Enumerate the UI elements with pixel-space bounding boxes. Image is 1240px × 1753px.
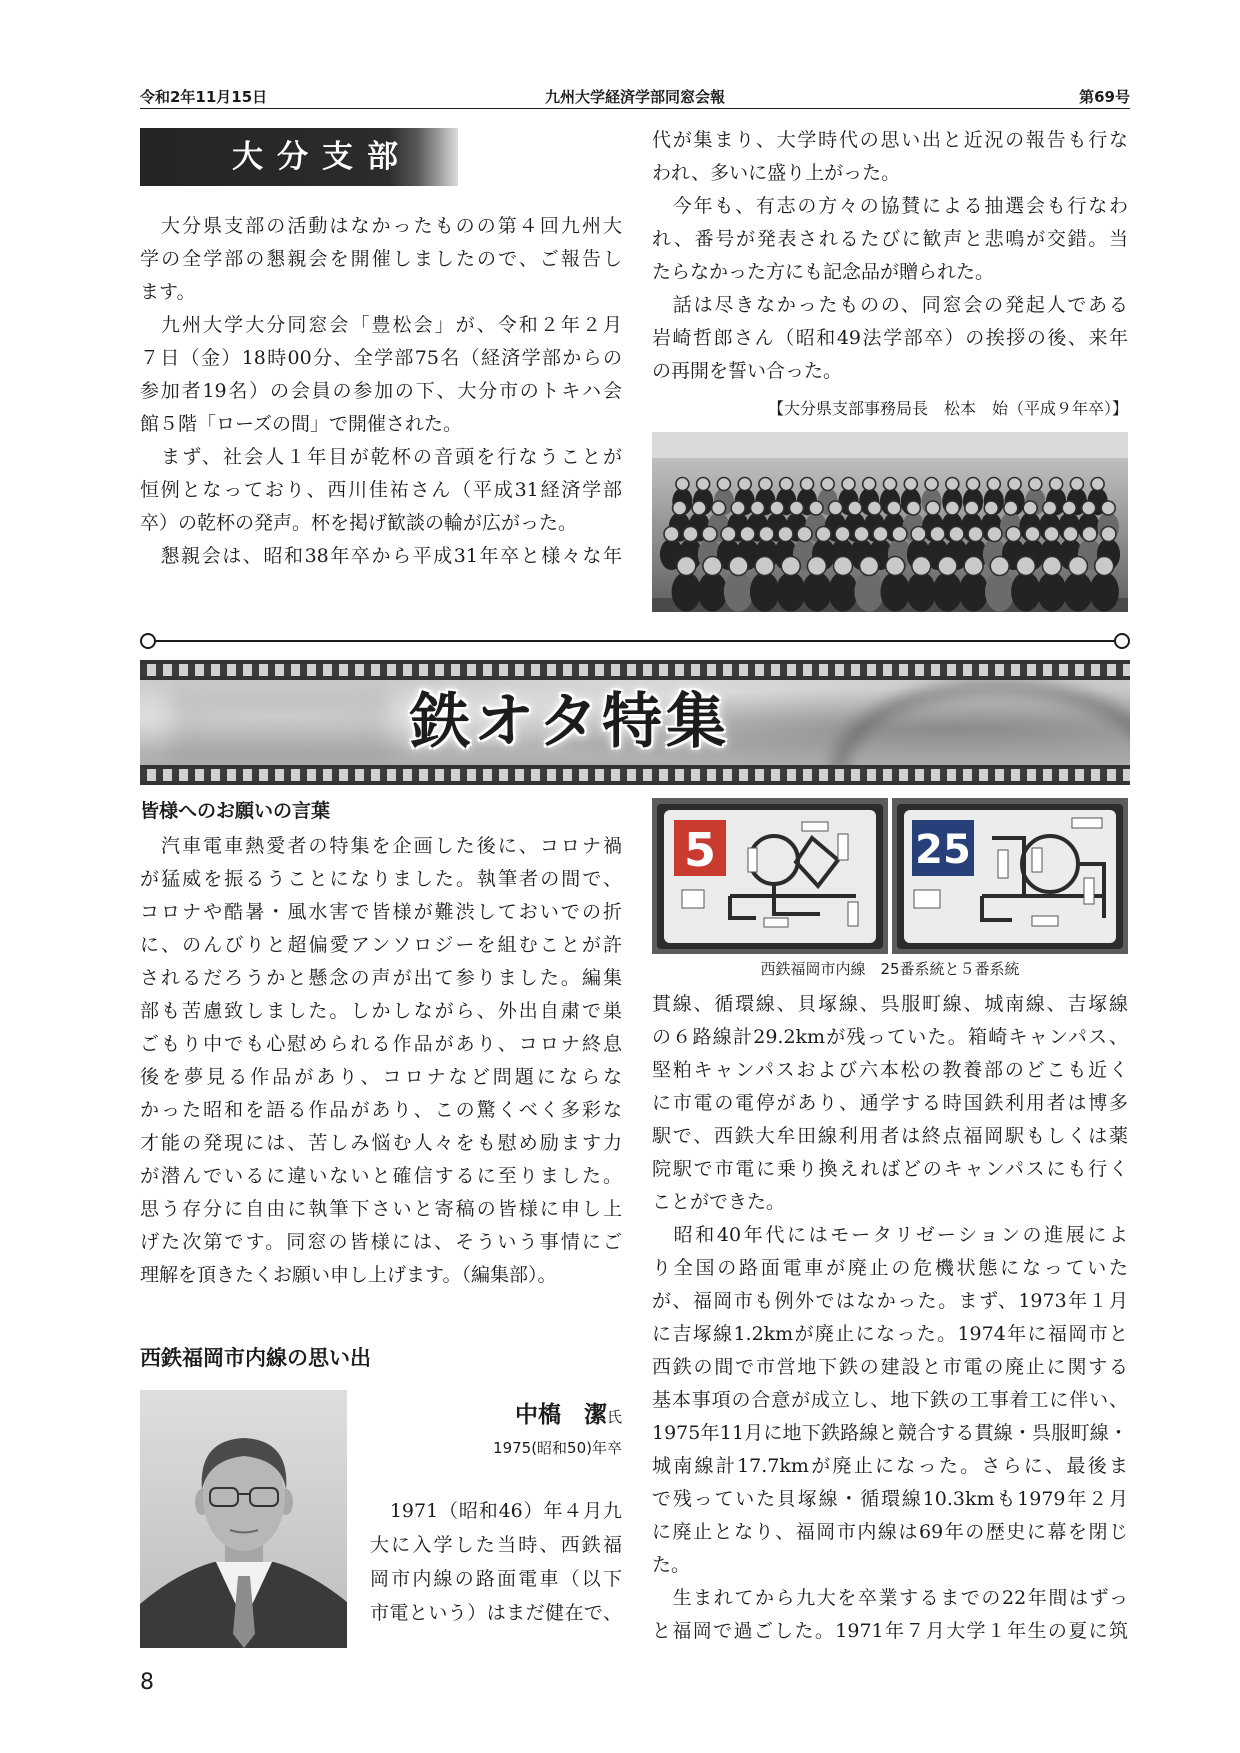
- section-divider: [140, 632, 1130, 650]
- person-body: [933, 572, 962, 612]
- person-head: [770, 501, 784, 515]
- person-head: [1008, 478, 1021, 491]
- paragraph: [652, 190, 1128, 289]
- person-head: [664, 527, 679, 542]
- person-head: [968, 527, 983, 542]
- text-line: が猛威を振るうことになりました。執筆者の間で、: [140, 868, 622, 890]
- person-body: [1063, 572, 1092, 612]
- text-line: 西鉄の間で市営地下鉄の建設と市電の廃止に関する: [652, 1356, 1128, 1378]
- person-head: [1070, 478, 1083, 491]
- station-label-box: [1032, 848, 1042, 872]
- text-line: で残っていた貝塚線・循環線10.3kmも1979年２月: [652, 1488, 1128, 1510]
- station-label-box: [1032, 916, 1058, 926]
- photo-ceiling-light: [652, 432, 1128, 458]
- text-line: の再開を誓い合った。: [652, 360, 843, 382]
- text-line: 理解を頂きたくお願い申し上げます。（編集部）。: [140, 1264, 557, 1286]
- text-line: 九州大学大分同窓会「豊松会」が、令和２年２月: [140, 314, 622, 336]
- text-line: 市電という）はまだ健在で、: [370, 1602, 622, 1624]
- feature-banner: [140, 660, 1130, 785]
- text-line: 館５階「ローズの間」で開催された。: [140, 413, 463, 435]
- oita-article-left-column: [140, 210, 622, 573]
- person-head: [867, 501, 881, 515]
- person-body: [854, 572, 883, 612]
- person-body: [1011, 572, 1040, 612]
- memoir-right-column: [652, 988, 1128, 1648]
- text-line: り全国の路面電車が廃止の危機状態になっていた: [652, 1257, 1128, 1279]
- oita-article-right-column: [652, 124, 1128, 388]
- text-line: 懇親会は、昭和38年卒から平成31年卒と様々な年: [140, 545, 622, 567]
- person-head: [807, 557, 826, 576]
- person-head: [964, 557, 983, 576]
- person-head: [1063, 527, 1078, 542]
- person-head: [938, 557, 957, 576]
- text-line: ことができた。: [652, 1191, 786, 1213]
- person-head: [1043, 501, 1057, 515]
- paragraph: [140, 830, 622, 1292]
- text-line: と福岡で過ごした。1971年７月大学１年生の夏に筑: [652, 1620, 1128, 1642]
- person-body: [776, 572, 805, 612]
- oita-article-attribution: 【大分県支部事務局長 松本 始（平成９年卒）】: [767, 399, 1128, 418]
- paragraph: [140, 441, 622, 540]
- person-head: [692, 501, 706, 515]
- person-head: [759, 478, 772, 491]
- page-header: [140, 82, 1130, 109]
- route-number-25: 25: [915, 827, 971, 873]
- text-line: 代が集まり、大学時代の思い出と近況の報告も行な: [652, 129, 1128, 151]
- text-line: が潜んでいるに違いないと確信するに至りました。: [140, 1165, 622, 1187]
- person-head: [967, 478, 980, 491]
- text-line: れ、番号が発表されるたびに歓声と悲鳴が交錯。当: [652, 228, 1128, 250]
- request-body: [140, 830, 622, 1292]
- text-line: げた次第です。同窓の皆様には、そういう事情にご: [140, 1231, 622, 1253]
- person-head: [965, 501, 979, 515]
- author-graduation-year: 1975(昭和50)年卒: [493, 1439, 622, 1457]
- person-head: [780, 478, 793, 491]
- text-line: 1975年11月に地下鉄路線と競合する貫線・呉服町線・: [652, 1422, 1128, 1444]
- station-label-box: [682, 890, 704, 908]
- text-line: 貫線、循環線、貝塚線、呉服町線、城南線、吉塚線: [652, 993, 1128, 1015]
- person-head: [1062, 501, 1076, 515]
- text-line: 才能の発現には、苦しみ悩む人々をも慰め励ます力: [140, 1132, 622, 1154]
- text-line: の６路線計29.2kmが残っていた。箱崎キャンパス、: [652, 1026, 1128, 1048]
- text-line: が、福岡市も例外ではなかった。まず、1973年１月: [652, 1290, 1128, 1312]
- paragraph: [652, 1582, 1128, 1648]
- text-line: 院駅で市電に乗り換えればどのキャンパスにも行く: [652, 1158, 1128, 1180]
- text-line: に吉塚線1.2kmが廃止になった。1974年に福岡市と: [652, 1323, 1128, 1345]
- author-name: 中槗 潔: [514, 1401, 607, 1428]
- person-head: [1101, 527, 1116, 542]
- station-label-box: [748, 848, 757, 872]
- memoir-intro-column: [370, 1494, 622, 1630]
- person-head: [1095, 557, 1114, 576]
- text-line: まず、社会人１年目が乾杯の音頭を行なうことが: [140, 446, 622, 468]
- person-body: [959, 572, 988, 612]
- person-head: [884, 478, 897, 491]
- group-photo-svg: [652, 432, 1128, 612]
- text-line: 岡市内線の路面電車（以下: [370, 1568, 622, 1590]
- person-head: [886, 557, 905, 576]
- person-head: [790, 501, 804, 515]
- paragraph: [140, 309, 622, 441]
- person-head: [702, 527, 717, 542]
- route-map-photo-svg: [652, 798, 1128, 954]
- request-heading: 皆様へのお願いの言葉: [140, 800, 331, 822]
- rail-track-top: [140, 660, 1130, 680]
- text-line: 参加者19名）の会員の参加の下、大分市のトキハ会: [140, 380, 622, 402]
- paragraph: [652, 124, 1128, 190]
- text-line: た。: [652, 1554, 691, 1576]
- person-head: [729, 557, 748, 576]
- route-map-photo: [652, 798, 1128, 954]
- text-line: 思う存分に自由に執筆下さいと寄稿の皆様に申し上: [140, 1198, 622, 1220]
- person-head: [821, 478, 834, 491]
- paragraph: [652, 1219, 1128, 1582]
- person-head: [904, 478, 917, 491]
- text-line: に、のんびりと超偏愛アンソロジーを組むことが許: [140, 934, 622, 956]
- person-head: [1029, 478, 1042, 491]
- person-head: [892, 527, 907, 542]
- station-label-box: [764, 918, 788, 927]
- person-head: [751, 501, 765, 515]
- station-label-box: [1084, 878, 1094, 904]
- person-head: [778, 527, 793, 542]
- text-line: たらなかった方にも記念品が贈られた。: [652, 261, 995, 283]
- person-body: [1037, 572, 1066, 612]
- person-head: [1004, 501, 1018, 515]
- person-head: [912, 557, 931, 576]
- text-line: 基本事項の合意が成立し、地下鉄の工事着工に伴い、: [652, 1389, 1128, 1411]
- text-line: ごもり中でも心慰められる作品があり、コロナ終息: [140, 1033, 622, 1055]
- station-label-box: [848, 902, 858, 926]
- person-body: [698, 572, 727, 612]
- text-line: 話は尽きなかったものの、同窓会の発起人である: [652, 294, 1128, 316]
- text-line: 城南線計17.7kmが廃止になった。さらに、最後ま: [652, 1455, 1128, 1477]
- author-portrait: [140, 1390, 347, 1648]
- paragraph: [140, 540, 622, 573]
- text-line: されるだろうかと懸念の声が出て参りました。編集: [140, 967, 622, 989]
- group-photo: [652, 432, 1128, 612]
- person-head: [854, 527, 869, 542]
- text-line: 生まれてから九大を卒業するまでの22年間はずっ: [652, 1587, 1128, 1609]
- text-line: 駅で、西鉄大牟田線利用者は終点福岡駅もしくは薬: [652, 1125, 1128, 1147]
- person-body: [724, 572, 753, 612]
- paragraph: [140, 210, 622, 309]
- text-line: 昭和40年代にはモータリゼーションの進展によ: [652, 1224, 1128, 1246]
- text-line: 今年も、有志の方々の協賛による抽選会も行なわ: [652, 195, 1128, 217]
- person-head: [676, 478, 689, 491]
- text-line: 汽車電車熱愛者の特集を企画した後に、コロナ禍: [140, 835, 622, 857]
- person-head: [906, 501, 920, 515]
- paragraph: [370, 1494, 622, 1630]
- person-head: [930, 527, 945, 542]
- station-label-box: [838, 834, 848, 860]
- person-head: [755, 557, 774, 576]
- text-line: 部も苦慮致しました。しかしながら、外出自粛で巣: [140, 1000, 622, 1022]
- author-portrait-svg: [140, 1390, 347, 1648]
- person-head: [1050, 478, 1063, 491]
- person-head: [873, 527, 888, 542]
- person-head: [801, 478, 814, 491]
- person-head: [673, 501, 687, 515]
- person-head: [703, 557, 722, 576]
- text-line: われ、多いに盛り上がった。: [652, 162, 901, 184]
- person-head: [721, 527, 736, 542]
- person-head: [990, 557, 1009, 576]
- person-head: [697, 478, 710, 491]
- person-head: [1023, 501, 1037, 515]
- person-head: [683, 527, 698, 542]
- text-line: ７日（金）18時00分、全学部75名（経済学部からの: [140, 347, 622, 369]
- oita-branch-title: 大分支部: [232, 139, 412, 175]
- page-number: 8: [140, 1670, 154, 1695]
- text-line: 学の全学部の懇親会を開催しましたので、ご報告し: [140, 248, 622, 270]
- person-head: [949, 527, 964, 542]
- station-label-box: [802, 822, 828, 831]
- text-line: 大に入学した当時、西鉄福: [370, 1534, 622, 1556]
- text-line: 岩崎哲郎さん（昭和49法学部卒）の挨拶の後、来年: [652, 327, 1128, 349]
- text-line: ます。: [140, 281, 196, 303]
- route-map-caption: 西鉄福岡市内線 25番系統と５番系統: [760, 960, 1020, 978]
- person-head: [925, 478, 938, 491]
- text-line: に市電の電停があり、通学する時国鉄利用者は博多: [652, 1092, 1128, 1114]
- person-body: [802, 572, 831, 612]
- person-head: [829, 501, 843, 515]
- person-head: [911, 527, 926, 542]
- person-head: [1006, 527, 1021, 542]
- text-line: に廃止となり、福岡市内線は69年の歴史に幕を閉じ: [652, 1521, 1128, 1543]
- person-head: [781, 557, 800, 576]
- person-head: [731, 501, 745, 515]
- oita-branch-banner: [140, 128, 458, 186]
- person-head: [1101, 501, 1115, 515]
- rail-track-bottom: [140, 765, 1130, 785]
- person-head: [1082, 501, 1096, 515]
- person-body: [750, 572, 779, 612]
- paragraph: [652, 988, 1128, 1219]
- text-line: かった昭和を語る作品があり、この驚くべく多彩な: [140, 1099, 622, 1121]
- person-body: [907, 572, 936, 612]
- person-head: [1044, 527, 1059, 542]
- divider-end-circle-left: [140, 633, 156, 649]
- person-head: [987, 478, 1000, 491]
- text-line: 堅粕キャンパスおよび六本松の教養部のどこも近く: [652, 1059, 1128, 1081]
- person-head: [712, 501, 726, 515]
- text-line: 卒）の乾杯の発声。杯を掲げ歓談の輪が広がった。: [140, 512, 578, 534]
- person-head: [1042, 557, 1061, 576]
- person-head: [946, 478, 959, 491]
- text-line: 後を夢見る作品があり、コロナなど問題にならな: [140, 1066, 622, 1088]
- person-head: [860, 557, 879, 576]
- person-head: [863, 478, 876, 491]
- person-head: [740, 527, 755, 542]
- person-head: [738, 478, 751, 491]
- person-head: [759, 527, 774, 542]
- person-head: [834, 557, 853, 576]
- text-line: 大分県支部の活動はなかったものの第４回九州大: [140, 215, 622, 237]
- author-name-line: [370, 1398, 622, 1434]
- person-body: [985, 572, 1014, 612]
- person-head: [677, 557, 696, 576]
- text-line: コロナや酷暑・風水害で皆様が難渋しておいでの折: [140, 901, 622, 923]
- divider-end-circle-right: [1114, 633, 1130, 649]
- person-head: [945, 501, 959, 515]
- divider-line: [150, 640, 1120, 642]
- route-number-5: 5: [683, 823, 717, 877]
- person-body: [881, 572, 910, 612]
- person-body: [828, 572, 857, 612]
- person-head: [816, 527, 831, 542]
- text-line: 1971（昭和46）年４月九: [370, 1500, 622, 1522]
- station-label-box: [1072, 818, 1102, 828]
- person-head: [848, 501, 862, 515]
- person-head: [1069, 557, 1088, 576]
- person-head: [926, 501, 940, 515]
- newsletter-title: 九州大学経済学部同窓会報: [544, 88, 725, 106]
- text-line: 恒例となっており、西川佳祐さん（平成31経済学部: [140, 479, 622, 501]
- station-label-box: [914, 890, 940, 908]
- person-head: [1091, 478, 1104, 491]
- memoir-heading: 西鉄福岡市内線の思い出: [140, 1346, 371, 1370]
- person-body: [672, 572, 701, 612]
- paragraph: [652, 289, 1128, 388]
- author-honorific: 氏: [606, 1408, 622, 1426]
- person-head: [987, 527, 1002, 542]
- person-head: [717, 478, 730, 491]
- station-label-box: [998, 850, 1008, 878]
- issue-number: 第69号: [1079, 88, 1130, 106]
- person-body: [1090, 572, 1119, 612]
- person-head: [1016, 557, 1035, 576]
- person-head: [1025, 527, 1040, 542]
- person-head: [797, 527, 812, 542]
- person-head: [809, 501, 823, 515]
- person-head: [835, 527, 850, 542]
- person-head: [887, 501, 901, 515]
- person-head: [984, 501, 998, 515]
- feature-title: 鉄オタ特集: [410, 687, 730, 757]
- person-head: [1082, 527, 1097, 542]
- issue-date: 令和2年11月15日: [140, 88, 268, 106]
- person-head: [842, 478, 855, 491]
